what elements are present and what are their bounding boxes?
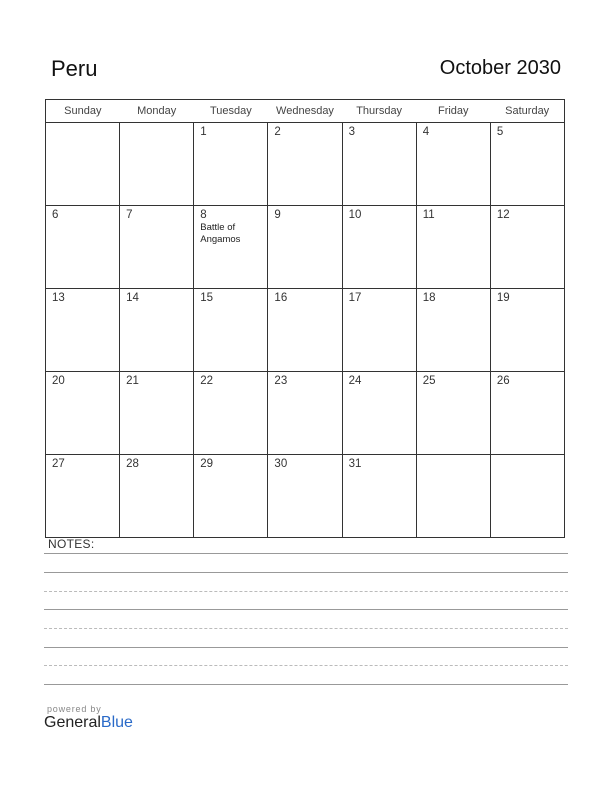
- day-number: 14: [126, 292, 139, 304]
- day-number: 20: [52, 375, 65, 387]
- day-cell: [342, 206, 416, 289]
- brand-blue-text: Blue: [100, 714, 133, 731]
- day-cell: [342, 289, 416, 372]
- day-number: 22: [200, 375, 214, 387]
- calendar-grid: [45, 99, 565, 538]
- day-number: 10: [348, 209, 362, 221]
- notes-line: [44, 609, 568, 610]
- day-number: 24: [348, 375, 362, 387]
- day-cell: [416, 372, 490, 455]
- weekday-wednesday: Wednesday: [268, 100, 342, 123]
- day-cell: [268, 123, 342, 206]
- day-number: 2: [274, 126, 281, 138]
- day-number: 15: [200, 292, 214, 304]
- notes-line: [44, 628, 568, 629]
- week-row: [46, 372, 565, 455]
- day-number: 6: [52, 209, 59, 221]
- day-cell: [194, 206, 268, 289]
- day-number: 13: [52, 292, 65, 304]
- brand-general-text: General: [44, 714, 101, 731]
- day-cell: [268, 206, 342, 289]
- week-row: [46, 206, 565, 289]
- day-number: 25: [422, 375, 436, 387]
- day-cell: [342, 372, 416, 455]
- generalblue-logo: [44, 704, 133, 732]
- empty-day-cell: [120, 123, 194, 206]
- weekday-header-row: [46, 100, 565, 123]
- day-cell: [490, 372, 564, 455]
- day-number: 29: [200, 458, 214, 470]
- country-title: Peru: [51, 56, 98, 81]
- weekday-friday: Friday: [416, 100, 490, 123]
- day-number: 30: [274, 458, 288, 470]
- day-cell: [490, 123, 564, 206]
- day-number: 11: [422, 209, 435, 221]
- day-cell: [490, 206, 564, 289]
- holiday-event: Battle of Angamos: [200, 222, 241, 245]
- day-number: 1: [200, 126, 207, 138]
- weekday-monday: Monday: [120, 100, 194, 123]
- day-number: 18: [422, 292, 436, 304]
- day-cell: [268, 455, 342, 538]
- week-row: [46, 455, 565, 538]
- notes-line: [44, 647, 568, 648]
- day-cell: [46, 372, 120, 455]
- day-cell: [120, 206, 194, 289]
- day-cell: [46, 455, 120, 538]
- powered-by-text: powered by: [47, 704, 102, 714]
- day-number: 12: [496, 209, 510, 221]
- day-number: 28: [126, 458, 139, 470]
- day-cell: [194, 455, 268, 538]
- day-number: 16: [274, 292, 288, 304]
- weekday-sunday: Sunday: [46, 100, 120, 123]
- day-number: 5: [496, 126, 504, 138]
- notes-line: [44, 684, 568, 685]
- empty-day-cell: [490, 455, 564, 538]
- weekday-thursday: Thursday: [342, 100, 416, 123]
- day-number: 7: [126, 209, 133, 221]
- day-cell: [194, 123, 268, 206]
- day-number: 23: [274, 375, 288, 387]
- notes-line: [44, 553, 568, 554]
- day-number: 17: [348, 292, 362, 304]
- brand-name: [44, 714, 133, 732]
- day-number: 26: [496, 375, 510, 387]
- notes-label: NOTES:: [48, 537, 95, 551]
- day-cell: [46, 289, 120, 372]
- day-number: 8: [200, 209, 207, 221]
- day-number: 21: [126, 375, 139, 387]
- day-cell: [194, 372, 268, 455]
- notes-line: [44, 591, 568, 592]
- day-number: 19: [496, 292, 510, 304]
- weekday-saturday: Saturday: [490, 100, 564, 123]
- empty-day-cell: [46, 123, 120, 206]
- day-cell: [416, 123, 490, 206]
- weekday-tuesday: Tuesday: [194, 100, 268, 123]
- day-cell: [416, 206, 490, 289]
- day-number: 4: [422, 126, 430, 138]
- day-cell: [194, 289, 268, 372]
- day-number: 9: [274, 209, 281, 221]
- notes-line: [44, 665, 568, 666]
- day-cell: [268, 289, 342, 372]
- week-row: [46, 289, 565, 372]
- day-cell: [120, 372, 194, 455]
- day-cell: [268, 372, 342, 455]
- notes-line: [44, 572, 568, 573]
- month-year-title: October 2030: [439, 57, 561, 79]
- day-number: 27: [52, 458, 65, 470]
- day-cell: [120, 455, 194, 538]
- week-row: [46, 123, 565, 206]
- day-cell: [120, 289, 194, 372]
- day-number: 31: [348, 458, 362, 470]
- day-cell: [416, 289, 490, 372]
- day-cell: [490, 289, 564, 372]
- empty-day-cell: [416, 455, 490, 538]
- day-cell: [342, 123, 416, 206]
- day-number: 3: [348, 126, 355, 138]
- day-cell: [342, 455, 416, 538]
- day-cell: [46, 206, 120, 289]
